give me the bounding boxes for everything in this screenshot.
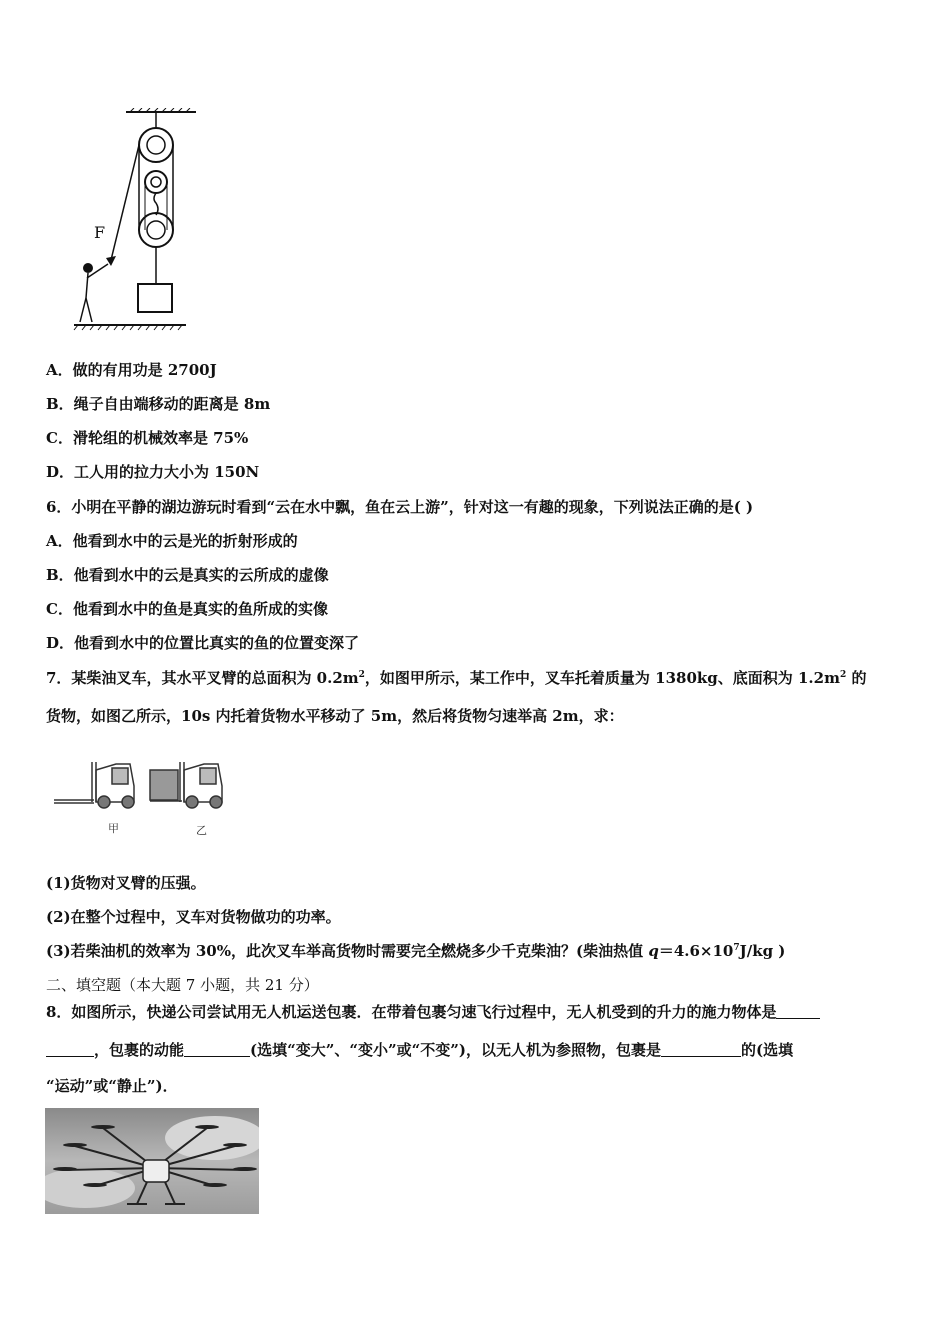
q8-text-1: 8．如图所示，快递公司尝试用无人机运送包裹．在带着包裹匀速飞行过程中，无人机受到的升力的施力物体是 [46,1003,777,1021]
drone-photo [45,1108,259,1214]
section-heading: 二、填空题（本大题 7 小题，共 21 分） [46,976,319,994]
q7-sub3-text-a: (3)若柴油机的效率为 30%，此次叉车举高货物时需要完全燃烧多少千克柴油？(柴油热值 [46,942,649,960]
q5-option-d: D．工人用的拉力大小为 150N [46,463,260,481]
q7-sup-2: 2 [839,670,847,680]
q8-line3: “运动”或“静止”)． [46,1077,178,1095]
q7-sub2: (2)在整个过程中，叉车对货物做功的功率。 [46,908,341,926]
q6-option-d: D．他看到水中的位置比真实的鱼的位置变深了 [46,634,360,652]
q7-text-a: 7．某柴油叉车，其水平叉臂的总面积为 0.2m [46,669,359,687]
q7-stem-line1 [46,668,866,688]
q7-text-b: ，如图甲所示，某工作中，叉车托着质量为 1380kg、底面积为 1.2m [364,669,840,687]
q7-sub3-text-c: J/kg ) [739,942,786,960]
q7-sub3-q: q [648,942,659,960]
q8-line1 [46,1002,820,1022]
q8-blank-1b[interactable] [46,1040,94,1057]
q5-option-b: B．绳子自由端移动的距离是 8m [46,395,271,413]
force-label: F [94,223,106,242]
q8-blank-3[interactable] [661,1040,741,1057]
q7-sup-1: 2 [358,670,365,680]
q7-sub3-text-b: ＝4.6×10 [658,942,734,960]
forklift-label-a: 甲 [108,822,119,835]
q8-text-2a: ，包裹的动能 [94,1041,185,1059]
forklift-label-b: 乙 [196,824,207,837]
q8-line2 [46,1040,793,1060]
q8-blank-1a[interactable] [776,1002,820,1019]
q7-stem-line2: 货物，如图乙所示，10s 内托着货物水平移动了 5m，然后将货物匀速举高 2m，求： [46,707,624,725]
q7-text-c: 的 [846,669,867,687]
q6-option-c: C．他看到水中的鱼是真实的鱼所成的实像 [46,600,328,618]
q8-text-2c: 的(选填 [740,1041,794,1059]
q8-blank-2[interactable] [184,1040,250,1057]
forklift-figure [50,756,235,840]
q7-sub3 [46,941,785,961]
q8-text-2b: (选填“变大”、“变小”或“不变”)，以无人机为参照物，包裹是 [250,1041,661,1059]
pulley-system-figure [70,108,200,340]
q6-stem: 6．小明在平静的湖边游玩时看到“云在水中飘，鱼在云上游”，针对这一有趣的现象，下列说法正确的是( ) [46,498,754,516]
q5-option-c: C．滑轮组的机械效率是 75% [46,429,249,447]
q5-option-a: A．做的有用功是 2700J [46,361,217,379]
q6-option-b: B．他看到水中的云是真实的云所成的虚像 [46,566,329,584]
q6-option-a: A．他看到水中的云是光的折射形成的 [46,532,298,550]
q7-sub3-sup: 7 [733,943,740,953]
q7-sub1: (1)货物对叉臂的压强。 [46,874,206,892]
